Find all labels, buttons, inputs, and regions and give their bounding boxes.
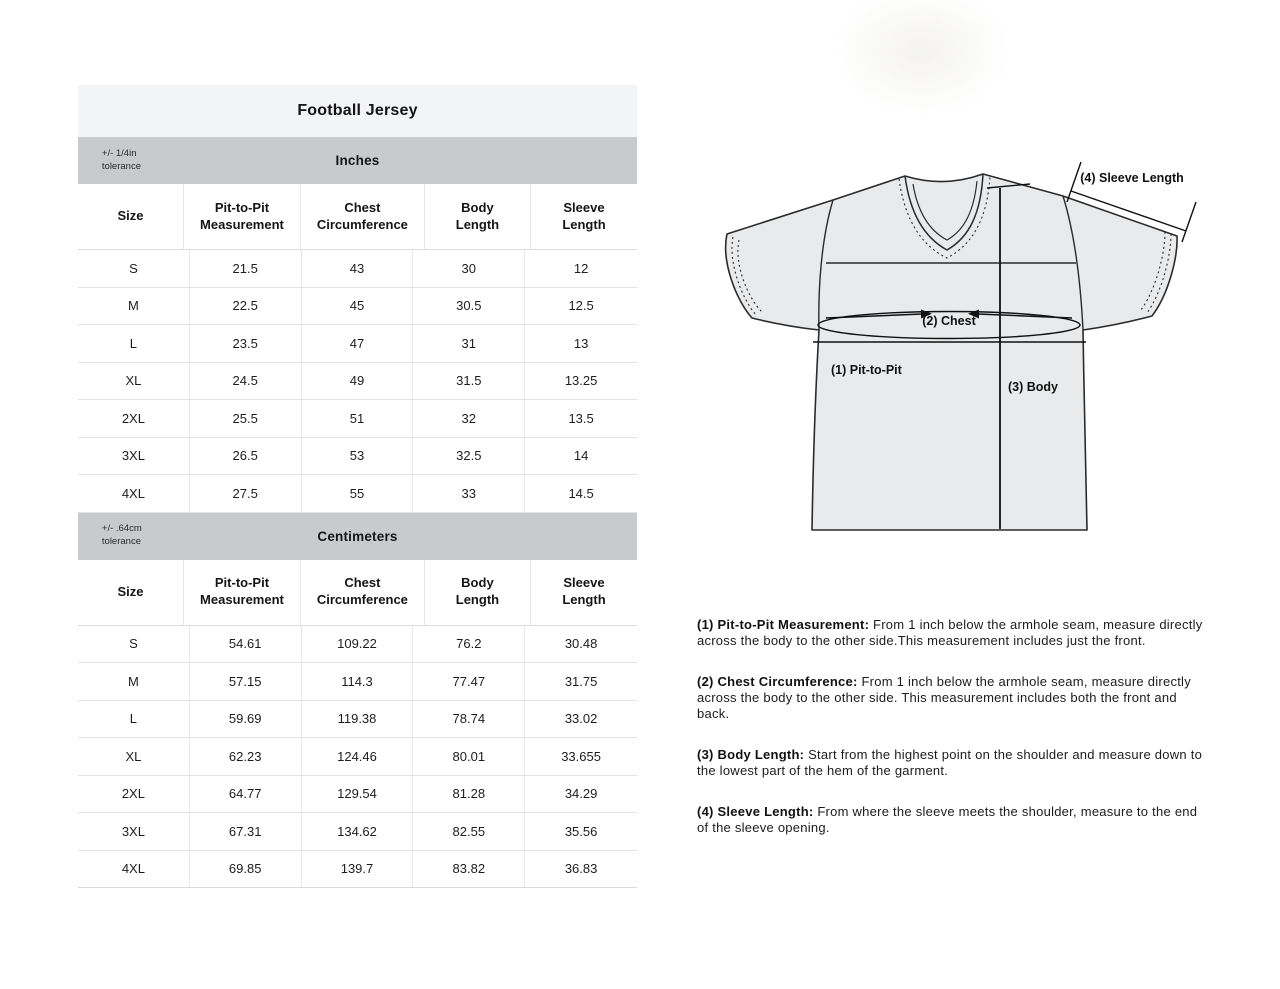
value-cell: 53: [302, 438, 414, 475]
note-text: From 1 inch below the armhole seam, measure directly across the body to the other side.This measurement includes just the front.: [697, 617, 1203, 648]
unit-band: [78, 137, 637, 184]
note-pit-to-pit: [697, 617, 1203, 649]
value-cell: 30.5: [413, 288, 525, 325]
size-cell: 3XL: [78, 813, 190, 850]
value-cell: 14: [573, 448, 589, 464]
table-row: [78, 738, 637, 776]
value-cell: 12.5: [568, 298, 594, 314]
value-cell: 25.5: [190, 400, 302, 437]
value-cell: 33: [413, 475, 525, 512]
tolerance-note: [78, 513, 190, 560]
size-cell: M: [78, 663, 190, 700]
note-text: From where the sleeve meets the shoulder, measure to the end of the sleeve opening.: [697, 804, 1198, 835]
value-cell: 57.15: [190, 663, 302, 700]
tolerance-text: +/- 1/4in tolerance: [101, 147, 141, 172]
size-cell: 2XL: [78, 776, 190, 813]
value-cell: 35.56: [564, 823, 598, 839]
value-cell: 13: [573, 335, 589, 351]
body-label: (3) Body: [1008, 380, 1058, 394]
sleeve-dimension-tick-right: [1182, 202, 1196, 242]
unit-band: [78, 513, 637, 560]
value-cell: 21.5: [190, 250, 302, 287]
value-cell: 30.48: [564, 636, 598, 652]
size-cell: L: [78, 701, 190, 738]
value-cell: 83.82: [413, 851, 525, 888]
column-header: Sleeve Length: [562, 575, 606, 607]
note-title: (3) Body Length:: [697, 747, 805, 762]
column-header: Chest Circumference: [301, 184, 425, 249]
value-cell: 55: [302, 475, 414, 512]
size-cell: S: [78, 250, 190, 287]
value-cell: 27.5: [190, 475, 302, 512]
note-text: Start from the highest point on the shoulder and measure down to the lowest part of the hem of the garment.: [697, 747, 1203, 778]
table-row: [78, 851, 637, 889]
value-cell: 67.31: [190, 813, 302, 850]
table-row: [78, 701, 637, 739]
size-table-sections: [78, 137, 637, 888]
unit-label: Centimeters: [317, 528, 398, 544]
header-row: [78, 184, 637, 250]
value-cell: 139.7: [302, 851, 414, 888]
table-row: [78, 250, 637, 288]
value-cell: 114.3: [302, 663, 414, 700]
note-title: (1) Pit-to-Pit Measurement:: [697, 617, 870, 632]
value-cell: 47: [302, 325, 414, 362]
value-cell: 23.5: [190, 325, 302, 362]
table-row: [78, 776, 637, 814]
column-header: Pit-to-Pit Measurement: [184, 560, 301, 625]
value-cell: 76.2: [413, 626, 525, 663]
unit-label: Inches: [335, 153, 380, 168]
size-cell: 4XL: [78, 475, 190, 512]
value-cell: 62.23: [190, 738, 302, 775]
value-cell: 81.28: [413, 776, 525, 813]
value-cell: 109.22: [302, 626, 414, 663]
value-cell: 59.69: [190, 701, 302, 738]
column-header: Chest Circumference: [301, 560, 425, 625]
value-cell: 13.25: [564, 373, 598, 389]
faint-watermark: [832, 0, 1012, 116]
value-cell: 49: [302, 363, 414, 400]
value-cell: 24.5: [190, 363, 302, 400]
column-header: Pit-to-Pit Measurement: [184, 184, 301, 249]
table-row: [78, 325, 637, 363]
tolerance-text: +/- .64cm tolerance: [101, 523, 142, 547]
column-header: Body Length: [425, 560, 531, 625]
value-cell: 22.5: [190, 288, 302, 325]
value-cell: 32.5: [413, 438, 525, 475]
note-sleeve-length: [697, 804, 1203, 836]
value-cell: 129.54: [302, 776, 414, 813]
note-chest: [697, 674, 1203, 722]
column-header: Body Length: [425, 184, 531, 249]
jersey-svg: [700, 128, 1220, 562]
size-cell: XL: [78, 738, 190, 775]
value-cell: 14.5: [568, 485, 594, 501]
column-header: Sleeve Length: [562, 199, 606, 232]
value-cell: 34.29: [564, 786, 598, 802]
jersey-diagram: [700, 128, 1220, 562]
size-cell: L: [78, 325, 190, 362]
measurement-notes: [697, 617, 1203, 861]
table-title: Football Jersey: [78, 85, 637, 137]
value-cell: 32: [413, 400, 525, 437]
note-text: From 1 inch below the armhole seam, measure directly across the body to the other side. This measurement includes both the front and back.: [697, 674, 1191, 721]
note-title: (4) Sleeve Length:: [697, 804, 814, 819]
table-row: [78, 475, 637, 513]
value-cell: 119.38: [302, 701, 414, 738]
tolerance-note: [78, 137, 190, 184]
table-row: [78, 288, 637, 326]
size-cell: 4XL: [78, 851, 190, 888]
value-cell: 64.77: [190, 776, 302, 813]
size-cell: 2XL: [78, 400, 190, 437]
size-cell: XL: [78, 363, 190, 400]
pit-to-pit-label: (1) Pit-to-Pit: [831, 363, 902, 377]
column-header: Size: [78, 184, 184, 249]
value-cell: 45: [302, 288, 414, 325]
value-cell: 54.61: [190, 626, 302, 663]
value-cell: 33.655: [561, 748, 601, 764]
table-row: [78, 363, 637, 401]
note-title: (2) Chest Circumference:: [697, 674, 858, 689]
jersey-outline: [726, 174, 1177, 530]
size-table: [78, 85, 637, 888]
table-row: [78, 438, 637, 476]
value-cell: 13.5: [568, 410, 594, 426]
table-row: [78, 626, 637, 664]
table-row: [78, 663, 637, 701]
value-cell: 30: [413, 250, 525, 287]
value-cell: 31: [413, 325, 525, 362]
value-cell: 36.83: [564, 861, 598, 877]
header-row: [78, 560, 637, 626]
value-cell: 12: [573, 260, 589, 276]
size-cell: M: [78, 288, 190, 325]
size-cell: S: [78, 626, 190, 663]
value-cell: 77.47: [413, 663, 525, 700]
value-cell: 69.85: [190, 851, 302, 888]
value-cell: 51: [302, 400, 414, 437]
value-cell: 134.62: [302, 813, 414, 850]
note-body-length: [697, 747, 1203, 779]
table-row: [78, 400, 637, 438]
sleeve-length-label: (4) Sleeve Length: [1080, 171, 1184, 185]
value-cell: 80.01: [413, 738, 525, 775]
value-cell: 124.46: [302, 738, 414, 775]
value-cell: 78.74: [413, 701, 525, 738]
value-cell: 43: [302, 250, 414, 287]
sleeve-dimension-tick-left: [1067, 162, 1081, 202]
value-cell: 31.75: [564, 673, 598, 689]
value-cell: 82.55: [413, 813, 525, 850]
value-cell: 31.5: [413, 363, 525, 400]
column-header: Size: [78, 560, 184, 625]
table-row: [78, 813, 637, 851]
size-cell: 3XL: [78, 438, 190, 475]
value-cell: 33.02: [564, 711, 598, 727]
value-cell: 26.5: [190, 438, 302, 475]
chest-label: (2) Chest: [922, 314, 976, 328]
